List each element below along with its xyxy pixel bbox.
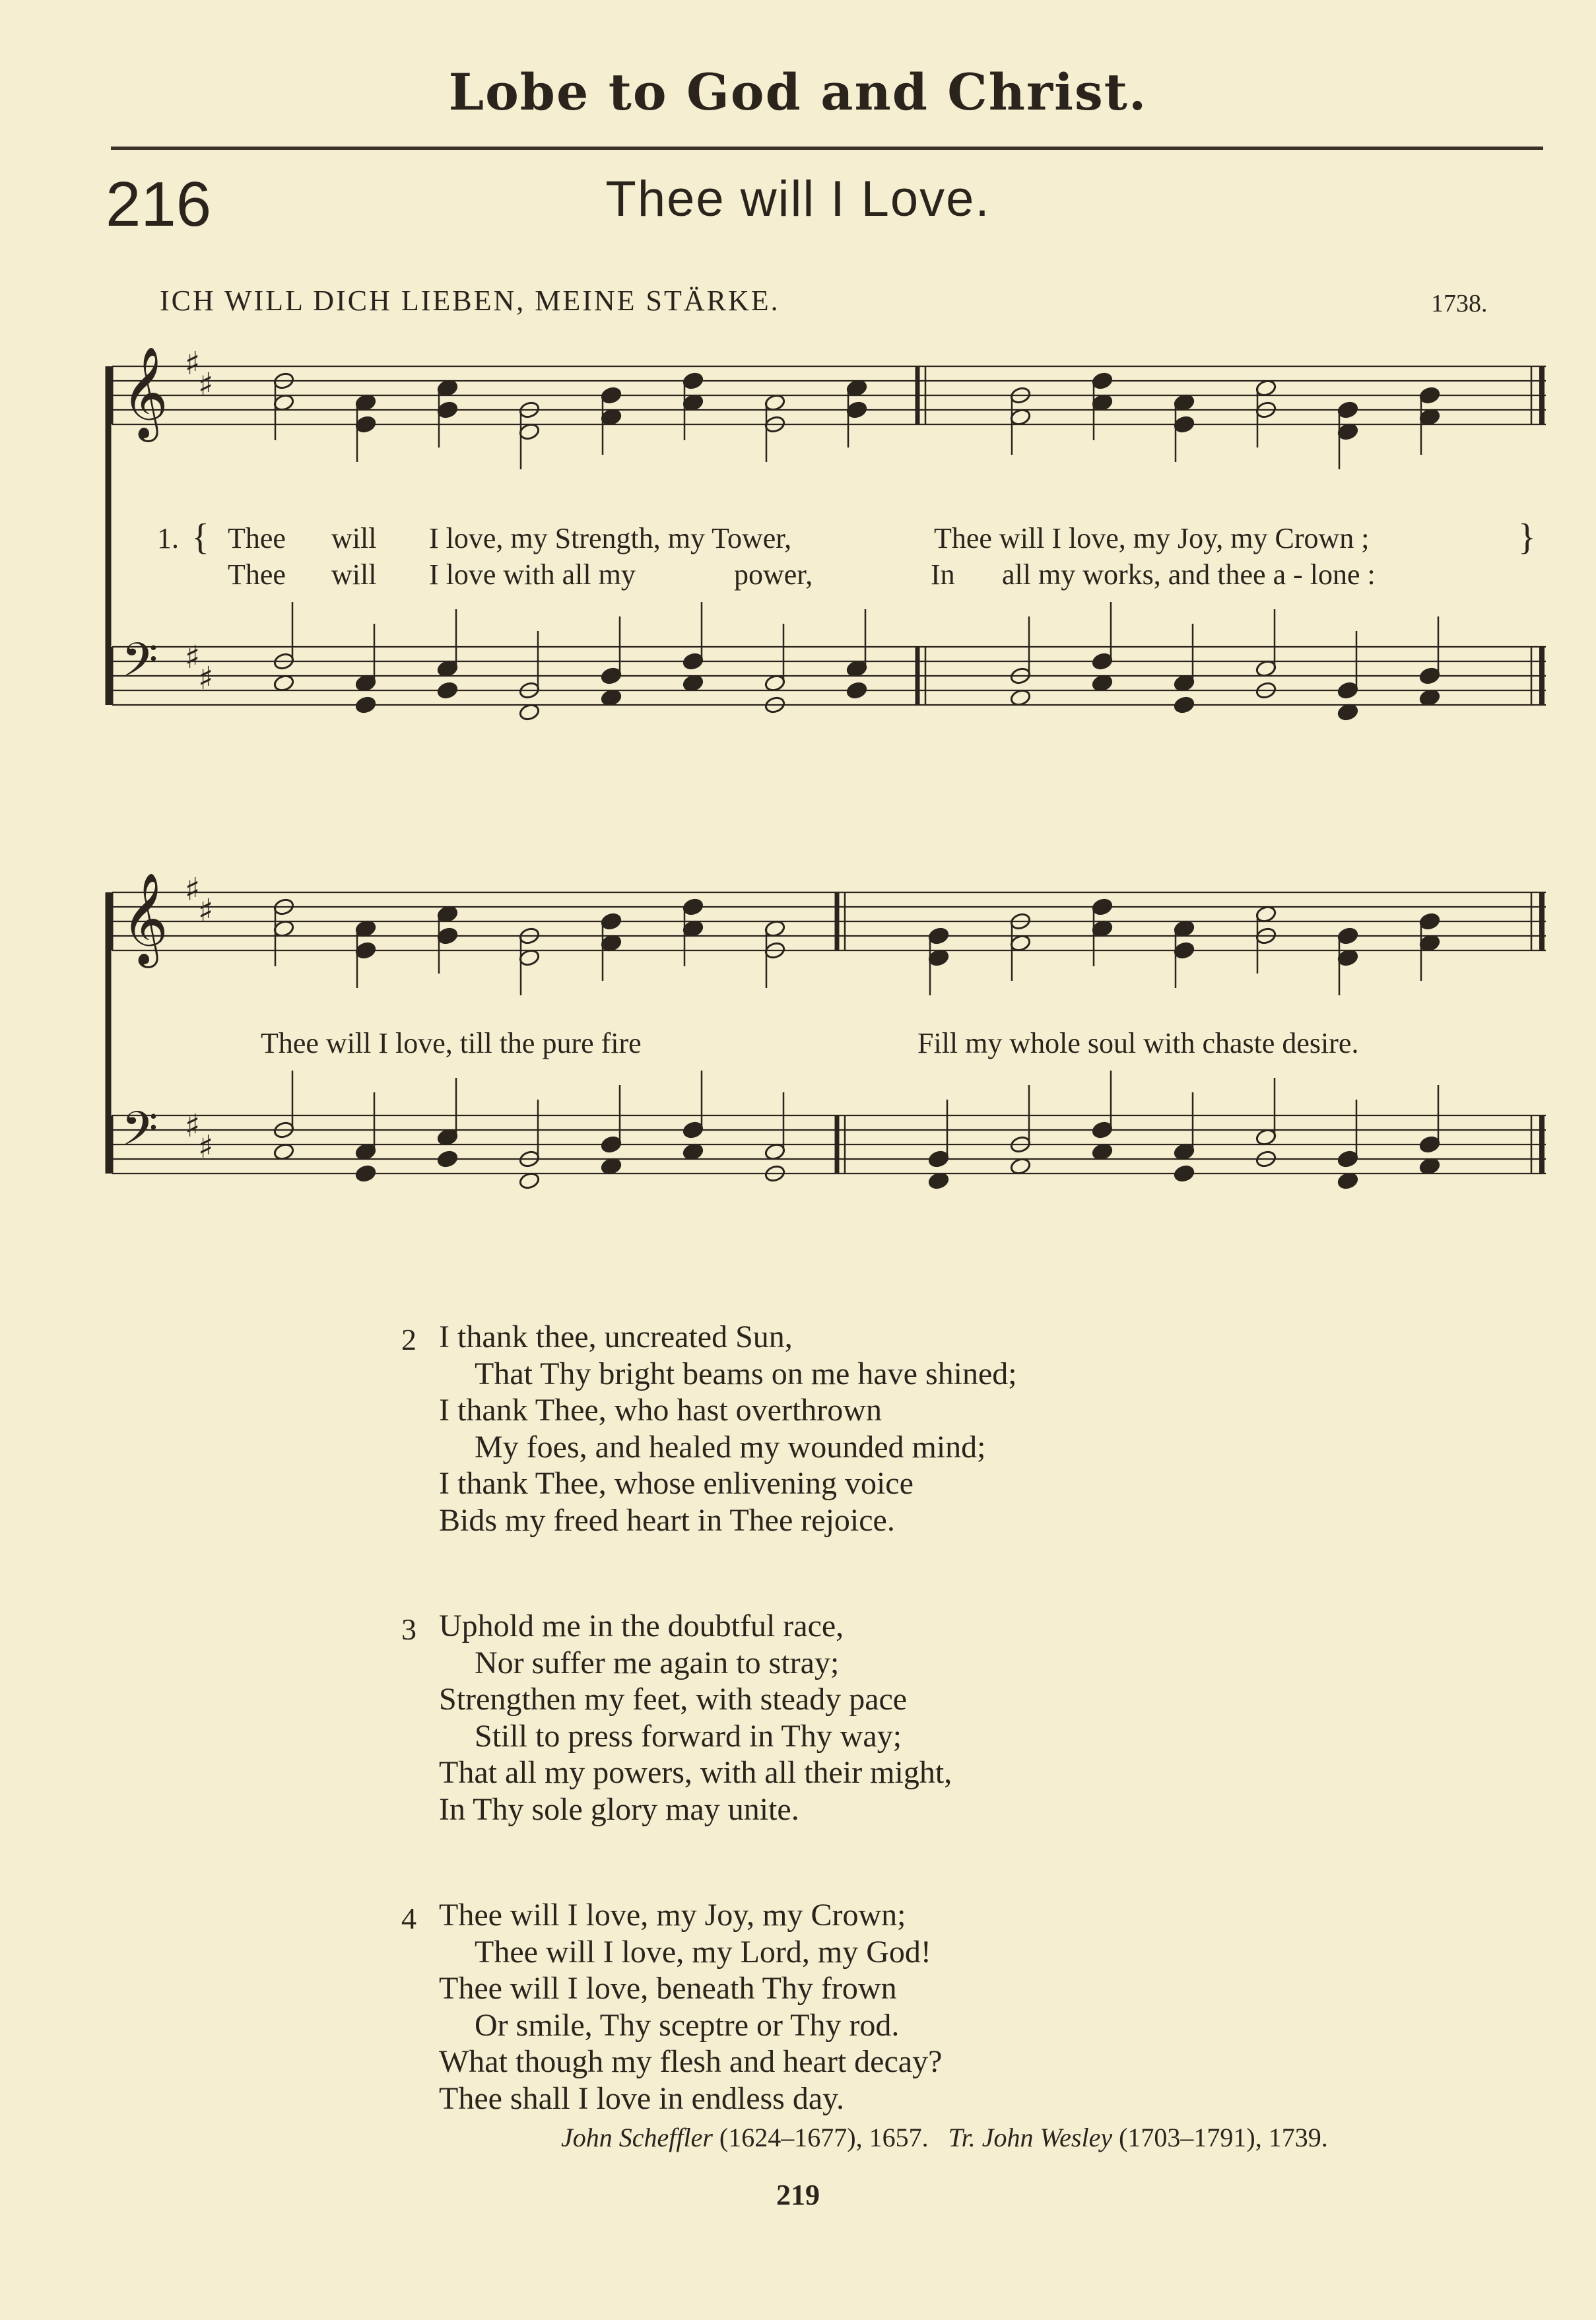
sharp-icon: ♯ <box>185 639 201 676</box>
hymn-number: 216 <box>106 169 212 240</box>
verse-3 <box>439 1608 952 1828</box>
note-head <box>1091 1121 1113 1139</box>
verse-line: Uphold me in the doubtful race, <box>439 1608 844 1643</box>
verse-line: Thee will I love, beneath Thy frown <box>439 1971 897 2006</box>
stanza1-system2-phrase1: Thee will I love, till the pure fire <box>261 1027 642 1059</box>
note-head <box>1173 941 1195 960</box>
stanza1-line2-word3: power, <box>734 558 813 591</box>
verse-line: That Thy bright beams on me have shined; <box>475 1356 1017 1391</box>
sharp-icon: ♯ <box>198 1129 214 1166</box>
verse-line: I thank thee, uncreated Sun, <box>439 1319 793 1354</box>
stanza1-line1-phrase2: Thee will I love, my Joy, my Crown ; <box>934 522 1370 554</box>
note-head <box>846 401 867 419</box>
note-head <box>1337 401 1358 419</box>
stanza1-system2-phrase2: Fill my whole soul with chaste desire. <box>917 1027 1359 1059</box>
bass-clef-icon: 𝄢 <box>121 1102 158 1168</box>
stanza1-line2-word4: In <box>931 558 955 591</box>
note-head <box>846 681 867 700</box>
section-title: Lobe to God and Christ. <box>448 63 1148 121</box>
translator: Tr. John Wesley <box>948 2123 1113 2152</box>
note-head <box>1091 652 1113 671</box>
stanza1-line2-phrase1: I love with all my <box>429 558 636 591</box>
stanza1-line1-phrase1: I love, my Strength, my Tower, <box>429 522 792 554</box>
verse-line: My foes, and healed my wounded mind; <box>475 1429 986 1465</box>
page-number: 219 <box>776 2179 820 2211</box>
sharp-icon: ♯ <box>198 892 214 929</box>
note-head <box>1418 1135 1440 1154</box>
note-head <box>1173 415 1195 434</box>
note-head <box>1337 681 1358 700</box>
note-head <box>600 386 622 405</box>
verse-line: In Thy sole glory may unite. <box>439 1791 799 1827</box>
note-head <box>436 681 458 700</box>
sharp-icon: ♯ <box>185 871 201 908</box>
verse-number: 4 <box>401 1902 416 1935</box>
note-head <box>927 927 949 945</box>
tune-name: ICH WILL DICH LIEBEN, MEINE STÄRKE. <box>160 284 780 317</box>
note-head <box>1418 912 1440 931</box>
sharp-icon: ♯ <box>198 660 214 697</box>
note-head <box>682 372 704 390</box>
note-head <box>1173 696 1195 714</box>
note-head <box>354 1164 376 1183</box>
translator-dates: (1703–1791), 1739. <box>1119 2123 1328 2152</box>
verse-line: That all my powers, with all their might, <box>439 1755 952 1790</box>
note-head <box>927 1150 949 1168</box>
note-head <box>600 667 622 685</box>
tune-year: 1738. <box>1431 290 1488 317</box>
note-head <box>354 941 376 960</box>
verse-number: 3 <box>401 1612 416 1646</box>
stanza1-line1-word2: will <box>331 522 377 554</box>
author-dates: (1624–1677), 1657. <box>719 2123 929 2152</box>
note-head <box>1173 1164 1195 1183</box>
note-head <box>1337 1150 1358 1168</box>
verse-line: Nor suffer me again to stray; <box>475 1645 840 1680</box>
brace-left-icon: { <box>191 517 209 558</box>
note-head <box>600 1135 622 1154</box>
note-head <box>354 415 376 434</box>
note-head <box>1418 386 1440 405</box>
stanza1-line2-word1: Thee <box>228 558 286 591</box>
verse-number: 2 <box>401 1323 416 1356</box>
note-head <box>436 401 458 419</box>
sharp-icon: ♯ <box>198 366 214 403</box>
verse-line: Bids my freed heart in Thee rejoice. <box>439 1502 895 1538</box>
attribution <box>561 2122 1328 2153</box>
note-head <box>1091 898 1113 916</box>
stanza1-number: 1. <box>157 522 179 554</box>
hymn-title: Thee will I Love. <box>605 171 991 227</box>
note-head <box>1091 372 1113 390</box>
brace-right-icon: } <box>1518 517 1536 558</box>
note-head <box>600 912 622 931</box>
note-head <box>436 1150 458 1168</box>
note-head <box>682 898 704 916</box>
treble-clef-icon: 𝄞 <box>121 873 168 964</box>
note-head <box>354 696 376 714</box>
verse-4 <box>439 1897 942 2117</box>
sharp-icon: ♯ <box>185 345 201 382</box>
note-head <box>682 1121 704 1139</box>
sharp-icon: ♯ <box>185 1108 201 1144</box>
verse-line: Strengthen my feet, with steady pace <box>439 1682 908 1717</box>
verse-line: I thank Thee, whose enlivening voice <box>439 1466 914 1501</box>
stanza1-line1-word1: Thee <box>228 522 286 554</box>
note-head <box>682 652 704 671</box>
verse-line: I thank Thee, who hast overthrown <box>439 1393 882 1428</box>
verse-line: Or smile, Thy sceptre or Thy rod. <box>475 2007 900 2043</box>
verse-line: Thee will I love, my Joy, my Crown; <box>439 1898 906 1933</box>
stanza1-line2-word2: will <box>331 558 377 591</box>
verse-line: What though my flesh and heart decay? <box>439 2044 943 2079</box>
verse-line: Still to press forward in Thy way; <box>475 1718 902 1754</box>
note-head <box>1418 667 1440 685</box>
bass-clef-icon: 𝄢 <box>121 633 158 699</box>
verse-line: Thee shall I love in endless day. <box>439 2080 845 2116</box>
author: John Scheffler <box>561 2123 713 2152</box>
treble-clef-icon: 𝄞 <box>121 347 168 438</box>
verse-2 <box>439 1319 1017 1539</box>
note-head <box>436 927 458 945</box>
note-head <box>1337 927 1358 945</box>
verse-line: Thee will I love, my Lord, my God! <box>475 1934 931 1970</box>
stanza1-line2-phrase2: all my works, and thee a - lone : <box>1002 558 1376 591</box>
